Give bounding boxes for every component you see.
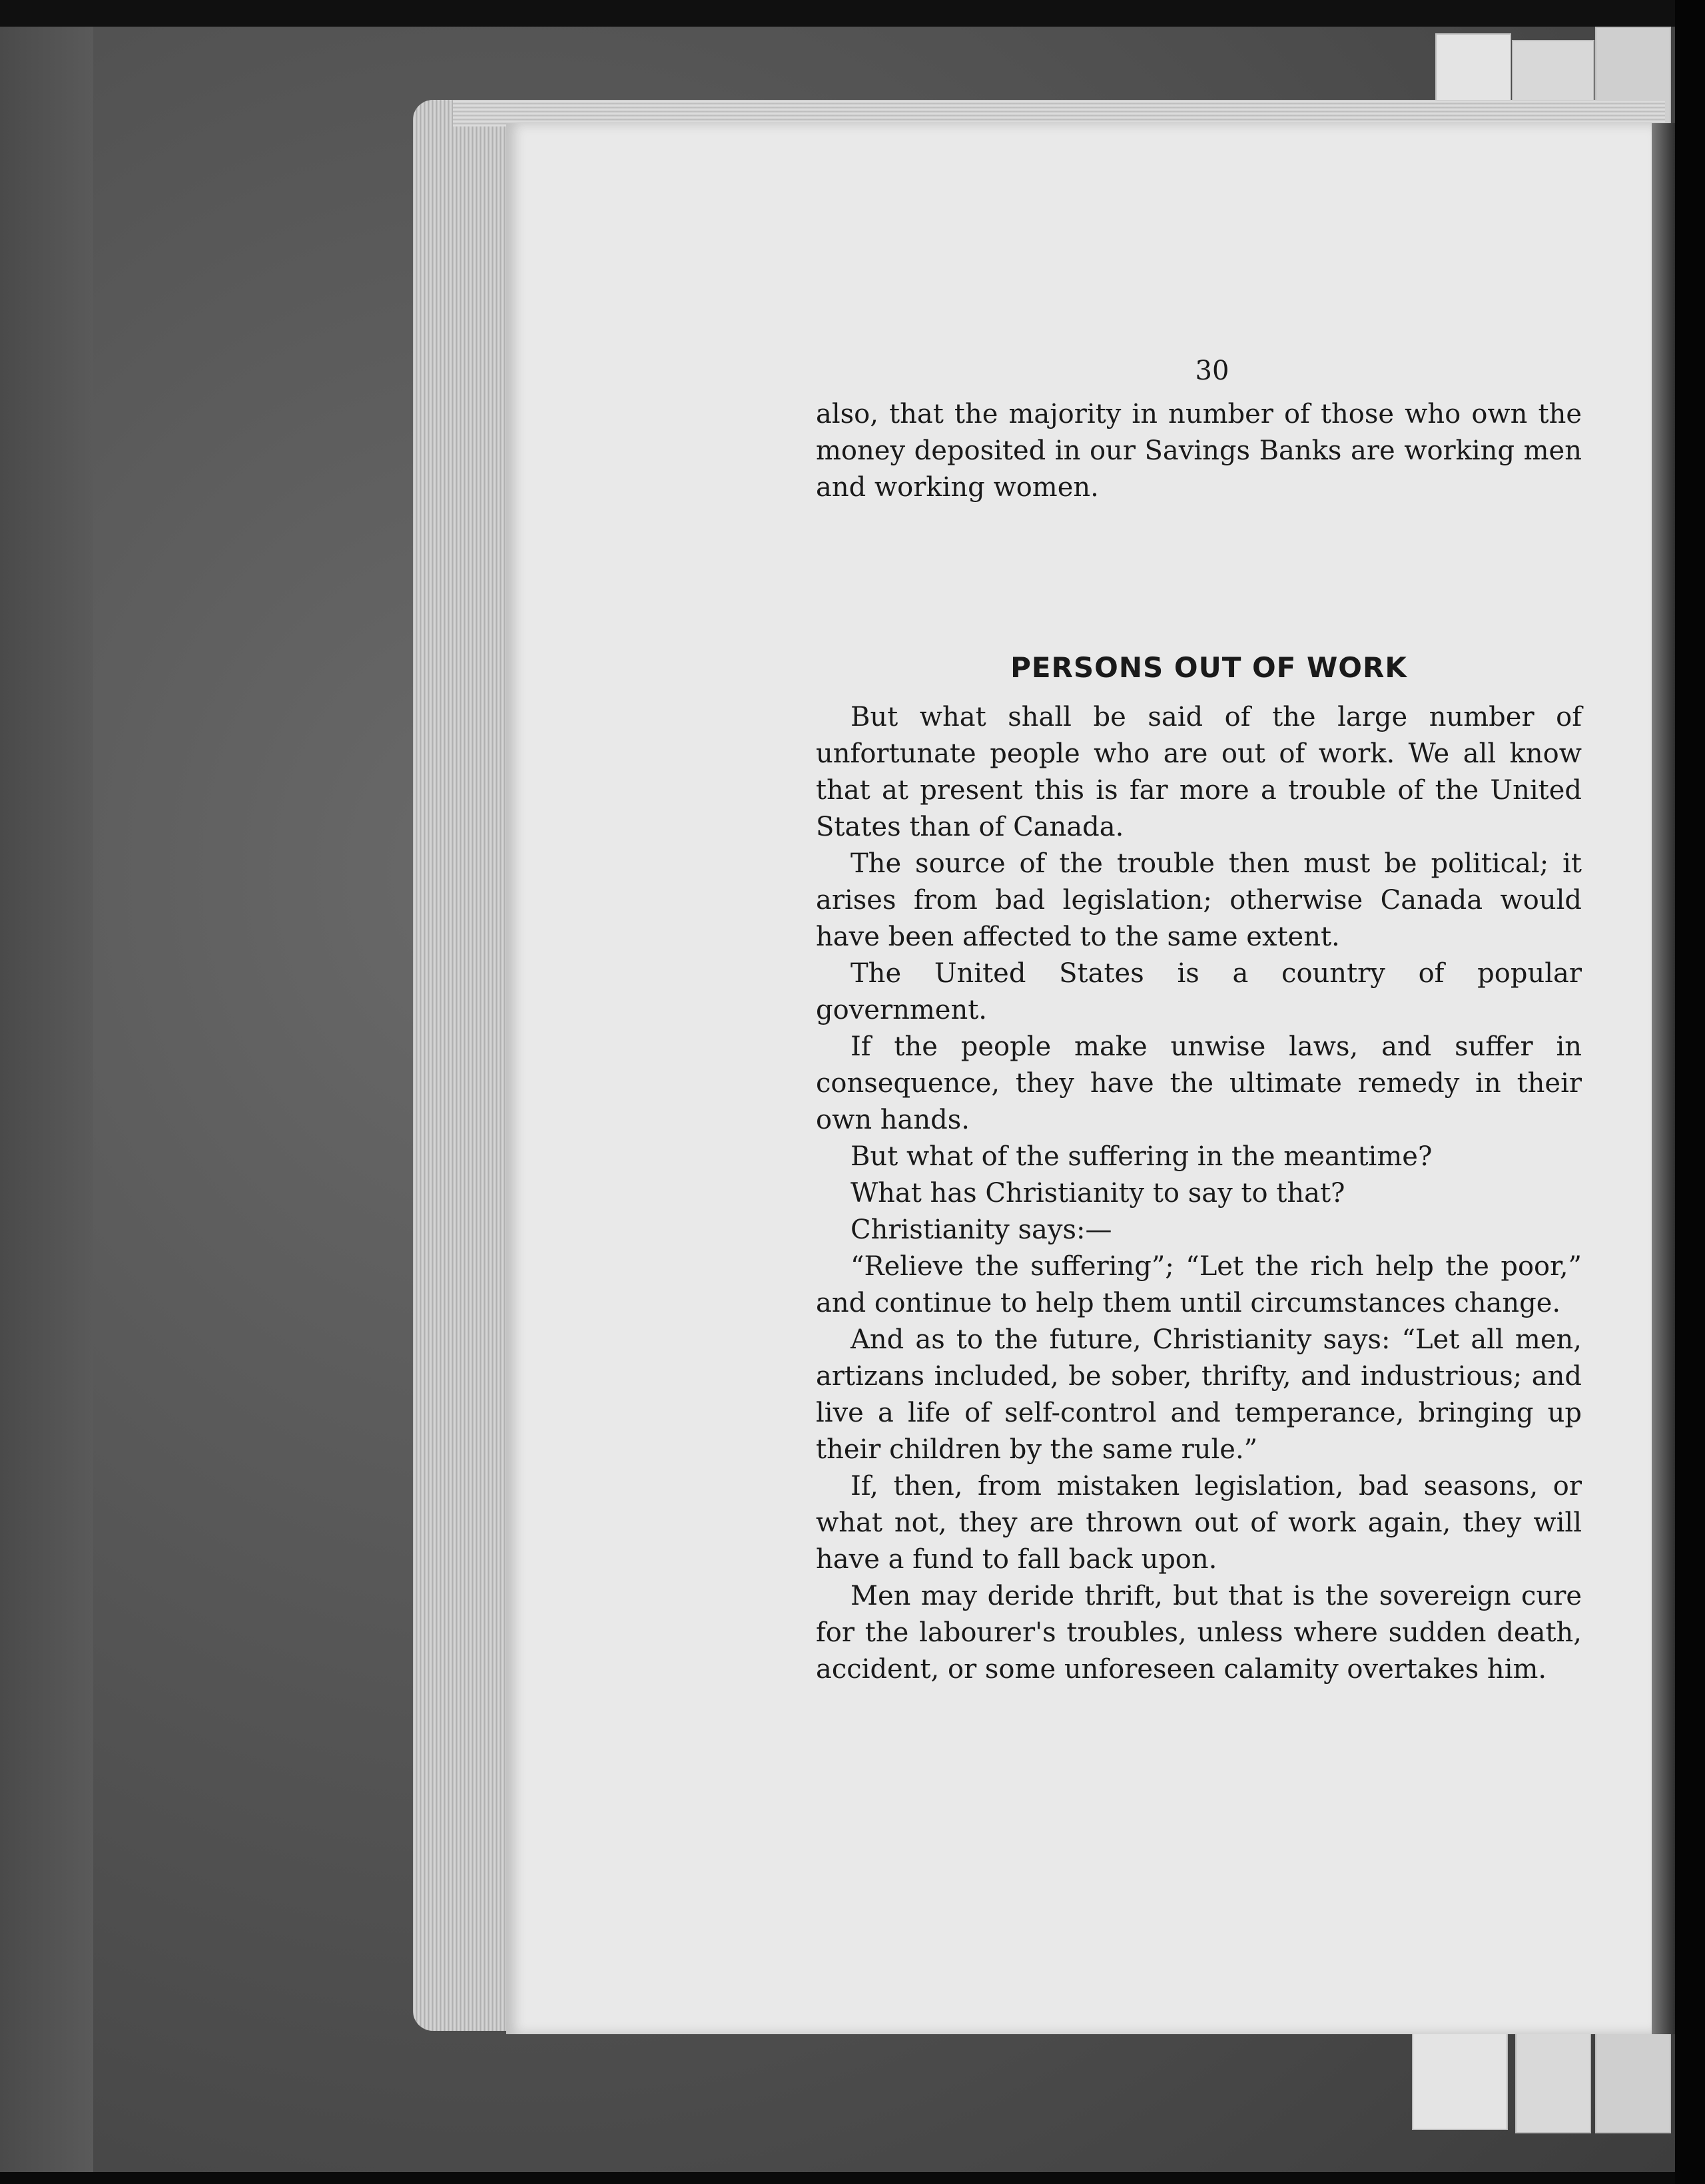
page-text [816, 353, 1582, 1688]
body-paragraph: But what of the suffering in the meantime? [851, 1141, 1433, 1172]
body-paragraph: What has Christianity to say to that? [851, 1178, 1345, 1209]
top-black-border [0, 0, 1705, 27]
opening-paragraph: also, that the majority in number of those who own the money deposited in our Savings Banks are working men and working women. [816, 399, 1582, 503]
stacked-page-edges [413, 100, 506, 2031]
page-number: 30 [1195, 356, 1229, 386]
stacked-page-edges-top [453, 100, 1665, 127]
cover-left-area [0, 27, 93, 2177]
body-paragraph: The source of the trouble then must be political; it arises from bad legislation; otherwise Canada would have been affected to the same extent. [816, 848, 1582, 952]
right-black-border [1675, 0, 1705, 2184]
body-paragraph: Men may deride thrift, but that is the sovereign cure for the labourer's troubles, unless where sudden death, accident, or some unforeseen calamity overtakes him. [816, 1581, 1582, 1685]
body-paragraph: “Relieve the suffering”; “Let the rich help the poor,” and continue to help them until circumstances change. [816, 1251, 1582, 1318]
book-gutter [1652, 123, 1675, 2034]
body-paragraph: If the people make unwise laws, and suffer in consequence, they have the ultimate remedy in their own hands. [816, 1031, 1582, 1135]
section-heading: PERSONS OUT OF WORK [1010, 651, 1407, 684]
body-paragraph: But what shall be said of the large number of unfortunate people who are out of work. We all know that at present this is far more a trouble of the United States than of Canada. [816, 702, 1582, 842]
bottom-black-border [0, 2172, 1705, 2184]
body-paragraph: If, then, from mistaken legislation, bad seasons, or what not, they are thrown out of work again, they will have a fund to fall back upon. [816, 1471, 1582, 1575]
body-paragraph: The United States is a country of popular government. [816, 958, 1582, 1025]
body-paragraph: Christianity says:— [851, 1215, 1112, 1245]
body-paragraph: And as to the future, Christianity says: “Let all men, artizans included, be sober, thrifty, and industrious; and live a life of self-control and temperance, bringing up their children by the same rule.” [816, 1324, 1582, 1465]
